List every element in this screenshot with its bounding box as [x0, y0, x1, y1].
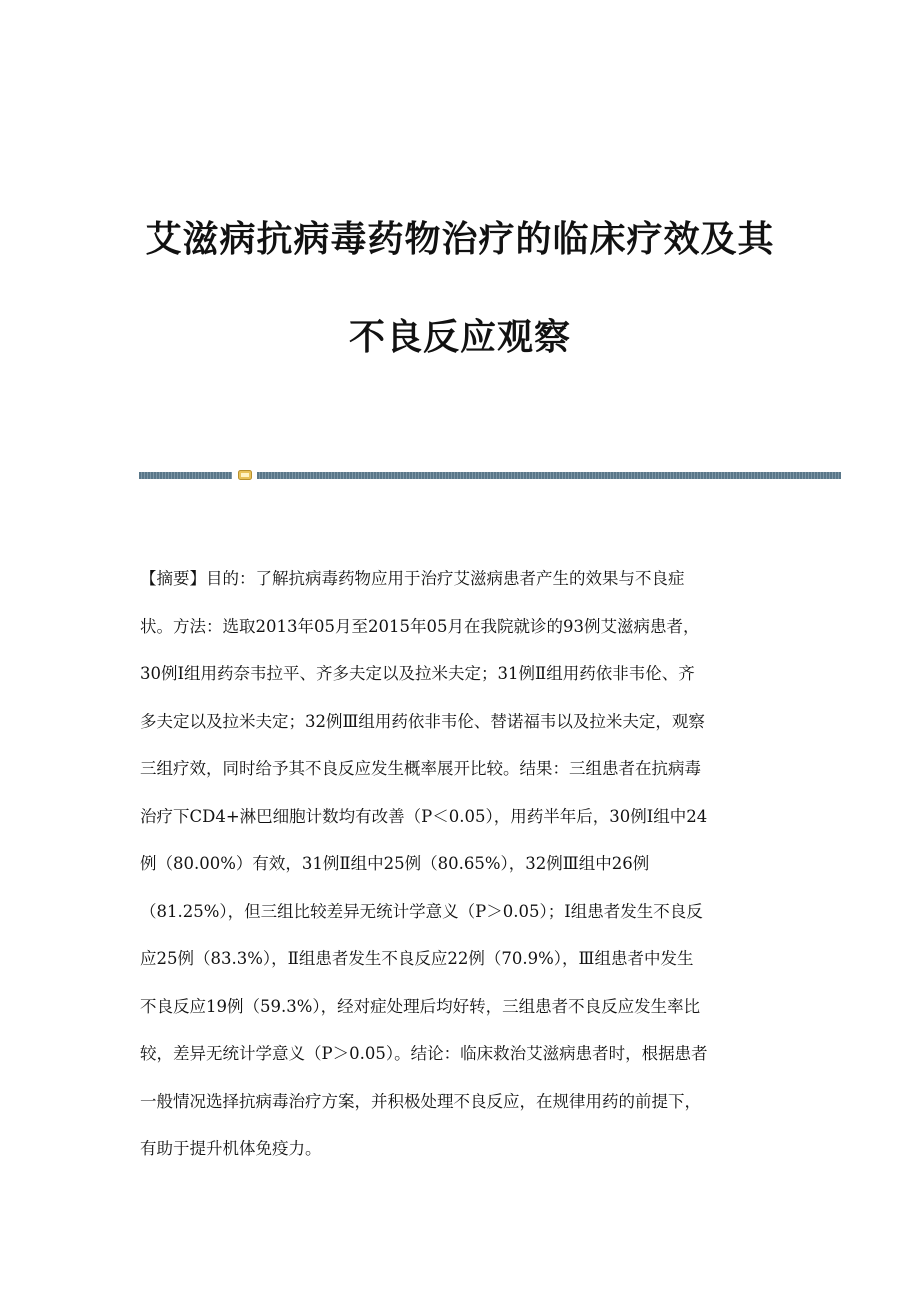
divider-bar-left	[139, 472, 232, 479]
abstract-line: 不良反应19例（59.3%），经对症处理后均好转，三组患者不良反应发生率比	[140, 996, 701, 1016]
divider-ornament-icon	[238, 470, 252, 480]
abstract-line: 较，差异无统计学意义（P＞0.05）。结论：临床救治艾滋病患者时，根据患者	[140, 1044, 708, 1063]
title-divider	[139, 469, 841, 481]
divider-bar-right	[257, 472, 841, 479]
abstract-line: 三组疗效，同时给予其不良反应发生概率展开比较。结果：三组患者在抗病毒	[140, 759, 701, 778]
abstract-line: 【摘要】目的：了解抗病毒药物应用于治疗艾滋病患者产生的效果与不良症	[140, 569, 685, 588]
abstract-line: 30例Ⅰ组用药奈韦拉平、齐多夫定以及拉米夫定；31例Ⅱ组用药依非韦伦、齐	[140, 664, 695, 683]
abstract-line: 治疗下CD4+淋巴细胞计数均有改善（P＜0.05），用药半年后，30例Ⅰ组中24	[140, 806, 708, 826]
abstract-line: 有助于提升机体免疫力。	[140, 1139, 322, 1158]
abstract-paragraph	[140, 562, 780, 1180]
abstract-line: 一般情况选择抗病毒治疗方案，并积极处理不良反应，在规律用药的前提下，	[140, 1091, 701, 1111]
abstract-line: （81.25%），但三组比较差异无统计学意义（P＞0.05）；Ⅰ组患者发生不良反	[140, 901, 703, 921]
abstract-line: 例（80.00%）有效，31例Ⅱ组中25例（80.65%），32例Ⅲ组中26例	[140, 854, 650, 873]
abstract-line: 状。方法：选取2013年05月至2015年05月在我院就诊的93例艾滋病患者，	[140, 616, 700, 636]
abstract-line: 多夫定以及拉米夫定；32例Ⅲ组用药依非韦伦、替诺福韦以及拉米夫定，观察	[140, 711, 705, 731]
document-title-line-1: 艾滋病抗病毒药物治疗的临床疗效及其	[145, 219, 775, 260]
document-title-line-2: 不良反应观察	[348, 317, 571, 358]
abstract-line: 应25例（83.3%），Ⅱ组患者发生不良反应22例（70.9%），Ⅲ组患者中发生	[140, 949, 694, 968]
